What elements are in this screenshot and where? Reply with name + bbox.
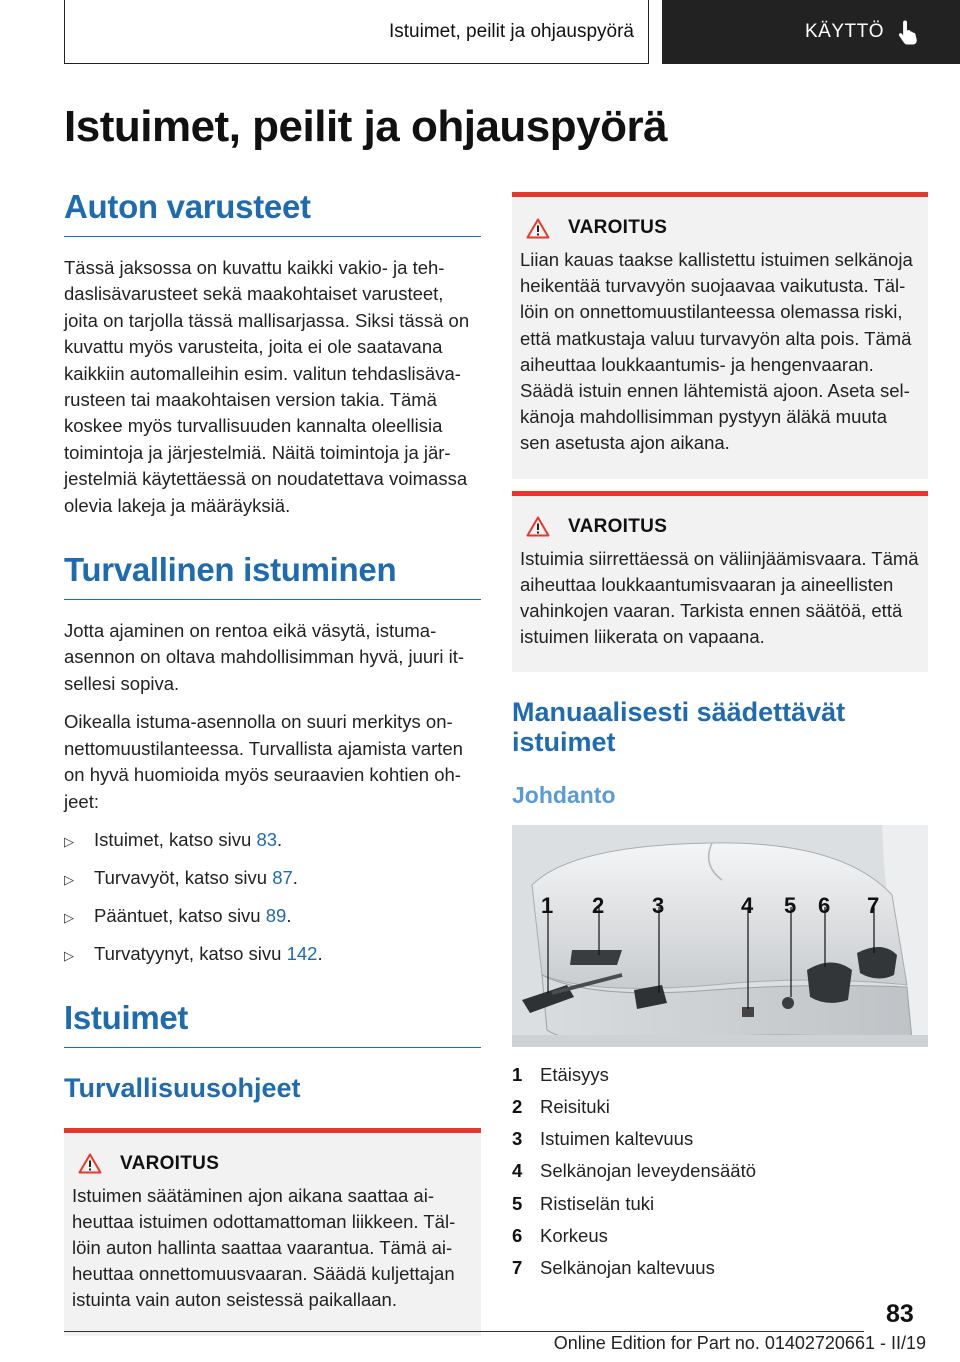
page-link[interactable]: 142: [286, 942, 318, 964]
left-column: [64, 188, 481, 1336]
chapter-tab: [662, 0, 960, 64]
heading-introduction: Johdanto: [512, 781, 616, 808]
list-item: [64, 941, 481, 969]
legend-label: Istuimen kaltevuus: [540, 1128, 694, 1150]
equipment-text: Tässä jaksossa on kuvattu kaikki vakio- ja teh-daslisävarusteet sekä maakohtaiset varusteet, joita on tarjolla tässä mallisarjassa. Siksi tässä on kuvattu myös varusteita, joita ei ole saatavana kaikkiin automalleihin esim. valitun tehdaslisäva-rusteen tai maakohtaisen version takia. Tämä koskee myös turvallisuuden kannalta oleellisia toimintoja ja järjestelmiä. Näitä toimintoja ja jär-jestelmiä käytettäessä on noudatettava voimassa olevia lakeja ja määräyksiä.: [64, 257, 470, 516]
right-column: [512, 192, 928, 1284]
edition-text: Online Edition for Part no. 01402720661 - II/19: [553, 1333, 926, 1353]
safe-sitting-para1: Jotta ajaminen on rentoa eikä väsytä, istuma-asennon on oltava mahdollisimman hyvä, juuri it-sellesi sopiva.: [64, 620, 465, 694]
figure-number: 6: [818, 892, 831, 918]
legend-label: Selkänojan kaltevuus: [540, 1257, 715, 1279]
warning-title: VAROITUS: [568, 515, 668, 537]
warning-text: Istuimia siirrettäessä on väliinjäämisvaara. Tämä aiheuttaa loukkaantumisvaaran ja aineellisten vahinkojen vaaran. Tarkista ennen säätöä, että istuimen liikerata on vapaana.: [520, 547, 919, 648]
figure-number: 4: [741, 892, 754, 918]
legend-item: [512, 1091, 928, 1123]
heading-safety-instructions: Turvallisuusohjeet: [64, 1072, 301, 1103]
legend-item: [512, 1220, 928, 1252]
legend-item: [512, 1252, 928, 1284]
list-item-end: .: [292, 866, 298, 888]
page-number: 83: [886, 1300, 914, 1328]
legend-label: Reisituki: [540, 1096, 610, 1118]
legend-item: [512, 1123, 928, 1155]
warning-title: VAROITUS: [120, 1152, 220, 1174]
warning-text: Liian kauas taakse kallistettu istuimen selkänoja heikentää turvavyön suojaavaa vaikutusta. Täl-löin on onnettomuustilanteessa olemassa riski, että matkustaja valuu turvavyön alta pois. Tämä aiheuttaa loukkaantumis- ja hengenvaaran. Säädä istuin ennen lähtemistä ajoon. Aseta sel-känoja mahdollisimman pystyyn äläkä muuta sen asetusta ajon aikana.: [520, 249, 913, 454]
legend-number: 6: [512, 1224, 523, 1246]
page-link[interactable]: 83: [256, 828, 278, 850]
list-item-end: .: [277, 828, 283, 850]
list-item-text: Turvatyynyt, katso sivu: [94, 942, 287, 964]
seat-adjustment-figure: [512, 825, 928, 1047]
figure-number: 2: [592, 892, 605, 918]
figure-number: 1: [541, 892, 554, 918]
list-item-text: Istuimet, katso sivu: [94, 828, 257, 850]
legend-label: Korkeus: [540, 1224, 608, 1246]
cross-reference-list: [64, 827, 481, 969]
triangle-bullet-icon: ▷: [64, 947, 74, 963]
triangle-bullet-icon: ▷: [64, 909, 74, 925]
footer-divider: [64, 1331, 864, 1332]
legend-item: [512, 1188, 928, 1220]
list-item: [64, 865, 481, 893]
warning-triangle-icon: [78, 1153, 102, 1174]
legend-label: Ristiselän tuki: [540, 1192, 655, 1214]
legend-item: [512, 1155, 928, 1187]
safe-sitting-para2: Oikealla istuma-asennolla on suuri merkitys on-nettomuustilanteessa. Turvallista ajamista varten on hyvä huomioida myös seuraavien kohtien oh-jeet:: [64, 711, 463, 812]
chapter-tab-label: KÄYTTÖ: [804, 21, 884, 42]
legend-label: Selkänojan leveydensäätö: [540, 1160, 756, 1182]
heading-safe-sitting: Turvallinen istuminen: [64, 551, 481, 600]
section-tab: [64, 0, 649, 64]
triangle-bullet-icon: ▷: [64, 833, 74, 849]
triangle-bullet-icon: ▷: [64, 871, 74, 887]
list-item-end: .: [286, 904, 292, 926]
legend-number: 3: [512, 1128, 523, 1150]
warning-triangle-icon: [526, 218, 550, 239]
figure-number: 7: [867, 892, 880, 918]
figure-number: 3: [652, 892, 665, 918]
page-title: Istuimet, peilit ja ohjauspyörä: [64, 102, 668, 151]
list-item-end: .: [317, 942, 323, 964]
warning-box: [512, 192, 928, 479]
heading-manual-seats: Manuaalisesti säädettävät istuimet: [512, 697, 846, 758]
list-item: [64, 827, 481, 855]
legend-item: [512, 1059, 928, 1091]
list-item-text: Pääntuet, katso sivu: [94, 904, 266, 926]
seat-illustration: [512, 825, 928, 1047]
legend-number: 4: [512, 1160, 523, 1182]
legend-label: Etäisyys: [540, 1063, 609, 1085]
page-link[interactable]: 87: [272, 866, 293, 888]
warning-box: [64, 1128, 481, 1336]
warning-text: Istuimen säätäminen ajon aikana saattaa ai-heuttaa istuimen odottamattoman liikkeen. Täl-löin auton hallinta saattaa vaarantua. Tämä ai-heuttaa onnettomuusvaaran. Säädä kuljettajan istuinta vain auton seistessä paikallaan.: [72, 1184, 456, 1311]
figure-number: 5: [784, 892, 797, 918]
list-item-text: Turvavyöt, katso sivu: [94, 866, 273, 888]
legend-number: 5: [512, 1192, 523, 1214]
warning-box: [512, 491, 928, 673]
legend-number: 1: [512, 1063, 523, 1085]
legend-number: 7: [512, 1257, 523, 1279]
heading-equipment: Auton varusteet: [64, 188, 481, 237]
pointing-hand-icon: [898, 19, 920, 45]
figure-legend: [512, 1059, 928, 1284]
section-tab-label: Istuimet, peilit ja ohjauspyörä: [388, 20, 634, 42]
warning-triangle-icon: [526, 516, 550, 537]
heading-seats: Istuimet: [64, 999, 481, 1048]
list-item: [64, 903, 481, 931]
page-link[interactable]: 89: [265, 904, 287, 926]
warning-title: VAROITUS: [568, 217, 668, 238]
legend-number: 2: [512, 1096, 523, 1118]
